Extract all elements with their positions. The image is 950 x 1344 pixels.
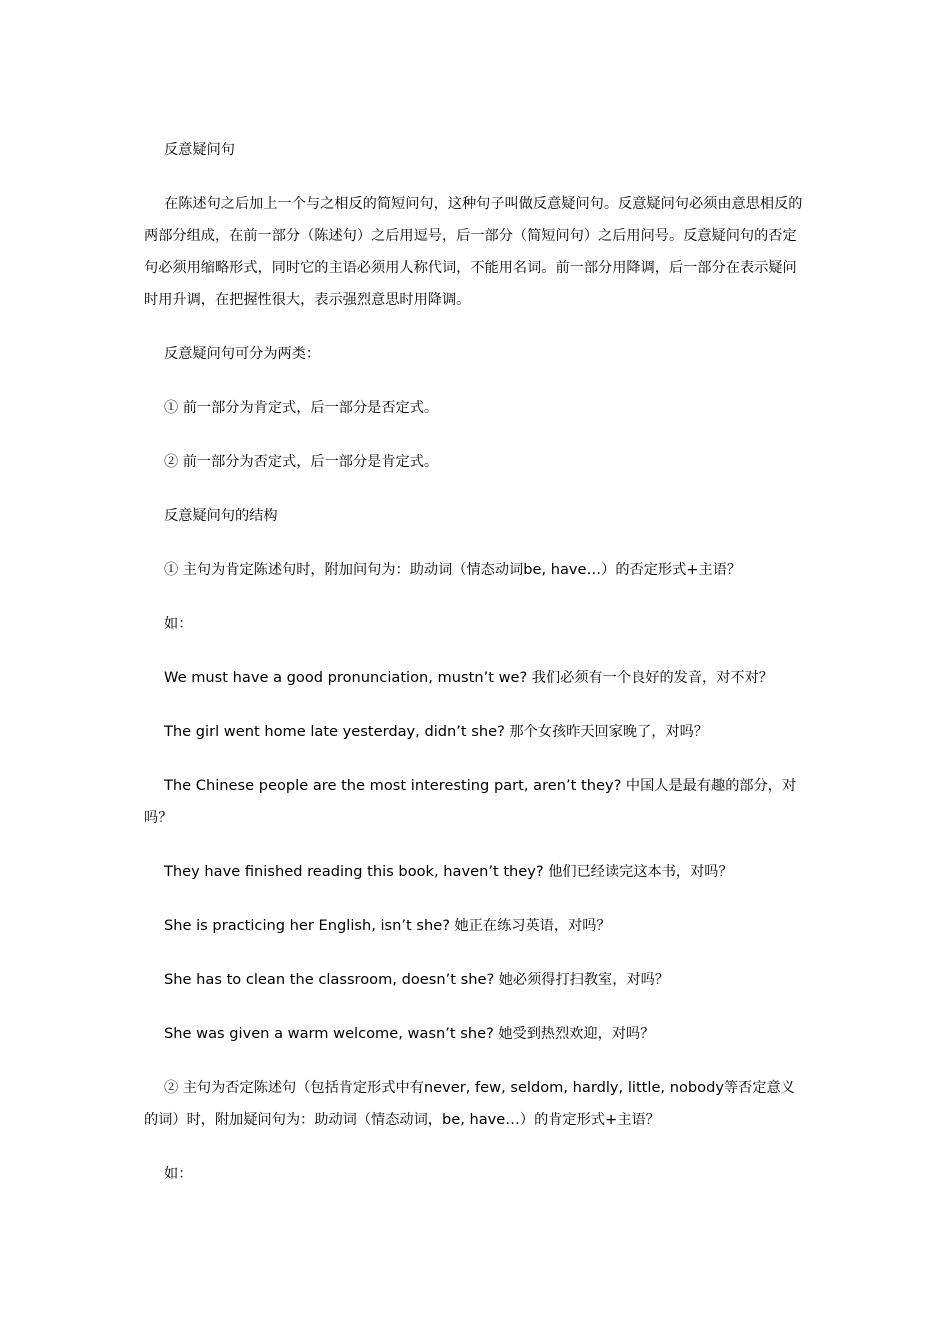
example-item — [144, 964, 804, 996]
rule-1-prefix: ① 主句为肯定陈述句时，附加问句为：助动词（情态动词 — [164, 562, 524, 578]
categories-heading: 反意疑问句可分为两类： — [164, 346, 321, 362]
rule-2-en2: be, have… — [441, 1111, 520, 1128]
example-chinese: 中国人是最有趣的部分，对吗？ — [144, 778, 797, 826]
rule-2-plus: + — [605, 1111, 618, 1128]
example-english: She is practicing her English, isn’t she? — [164, 917, 450, 934]
category-item-1: ① 前一部分为肯定式，后一部分是否定式。 — [164, 400, 439, 416]
example-english: The girl went home late yesterday, didn’t she? — [164, 723, 505, 740]
rule-1 — [144, 554, 804, 586]
example-chinese: 那个女孩昨天回家晚了，对吗？ — [509, 724, 709, 740]
example-item — [144, 716, 804, 748]
rule-2-en: never, few, seldom, hardly, little, nobody — [423, 1079, 724, 1096]
category-item-2: ② 前一部分为否定式，后一部分是肯定式。 — [164, 454, 439, 470]
example-english: She was given a warm welcome, wasn’t she? — [164, 1025, 494, 1042]
rule-1-plus: + — [686, 561, 699, 578]
example-chinese: 她正在练习英语，对吗？ — [454, 918, 611, 934]
rule-2-mid: 等否定意义的词）时，附加疑问句为：助动词（情态动词， — [144, 1080, 795, 1128]
document-body — [144, 134, 804, 1212]
page-title: 反意疑问句 — [164, 142, 235, 158]
rule-2 — [144, 1072, 804, 1136]
example-item — [144, 770, 804, 834]
example-chinese: 她必须得打扫教室，对吗？ — [498, 972, 669, 988]
example-chinese: 我们必须有一个良好的发音，对不对？ — [531, 670, 773, 686]
example-chinese: 她受到热烈欢迎，对吗？ — [498, 1026, 655, 1042]
rule-1-suffix: ）的否定形式 — [601, 562, 687, 578]
example-english: She has to clean the classroom, doesn’t she? — [164, 971, 495, 988]
example-item — [144, 662, 804, 694]
rule-2-prefix: ② 主句为否定陈述句（包括肯定形式中有 — [164, 1080, 424, 1096]
example-label-1: 如： — [164, 616, 193, 632]
example-item — [144, 910, 804, 942]
example-english: We must have a good pronunciation, mustn’t we? — [164, 669, 528, 686]
rule-2-end: 主语？ — [617, 1112, 660, 1128]
intro-paragraph: 在陈述句之后加上一个与之相反的简短问句，这种句子叫做反意疑问句。反意疑问句必须由意思相反的两部分组成，在前一部分（陈述句）之后用逗号，后一部分（简短问句）之后用问号。反意疑问句的否定句必须用缩略形式，同时它的主语必须用人称代词，不能用名词。前一部分用降调，后一部分在表示疑问时用升调，在把握性很大，表示强烈意思时用降调。 — [144, 196, 803, 308]
rule-1-en: be, have… — [523, 561, 602, 578]
structure-heading: 反意疑问句的结构 — [164, 508, 278, 524]
example-english: They have finished reading this book, haven’t they? — [164, 863, 544, 880]
example-label-2: 如： — [164, 1166, 193, 1182]
rule-1-end: 主语？ — [698, 562, 742, 578]
example-item — [144, 1018, 804, 1050]
example-chinese: 他们已经读完这本书，对吗？ — [548, 864, 733, 880]
example-english: The Chinese people are the most interesting part, aren’t they? — [164, 777, 622, 794]
example-item — [144, 856, 804, 888]
rule-2-suffix: ）的肯定形式 — [519, 1112, 606, 1128]
